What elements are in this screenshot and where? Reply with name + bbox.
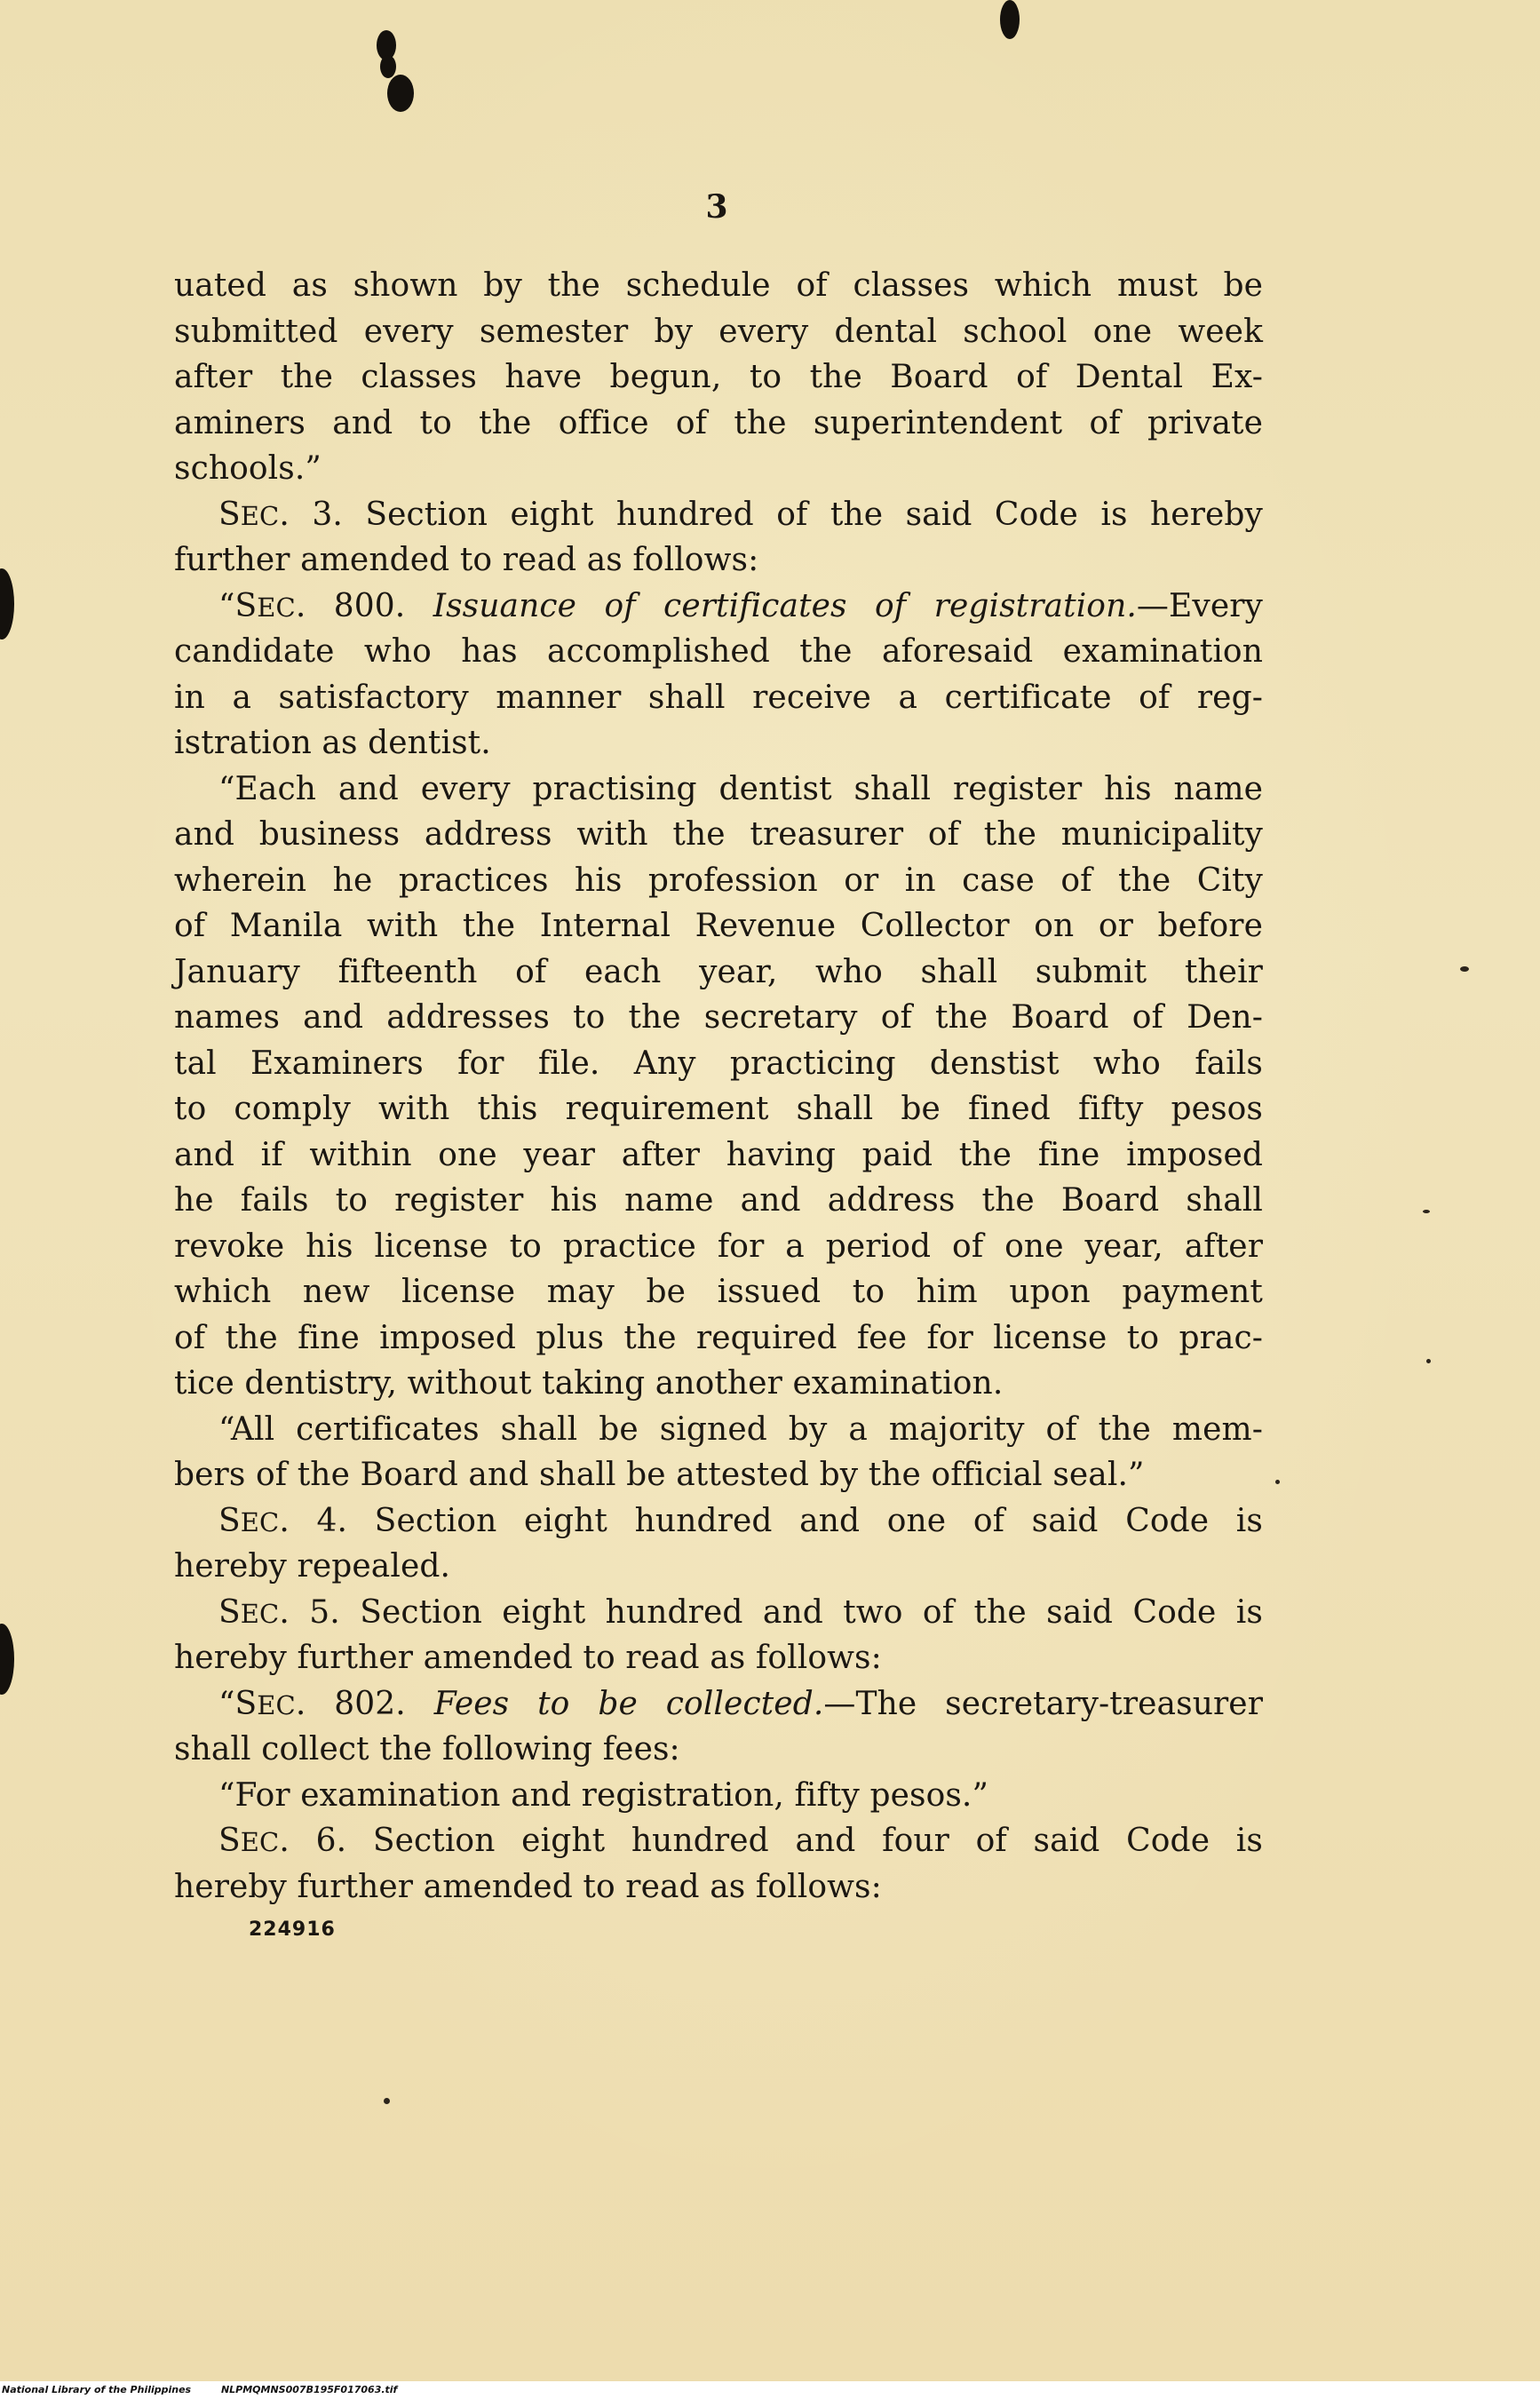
- speck: [1460, 966, 1469, 972]
- text-line: bers of the Board and shall be attested by the official seal.”: [174, 1457, 1145, 1493]
- text-line: “All certificates shall be signed by a majority of the mem-: [218, 1410, 1263, 1448]
- text-line: “For examination and registration, fifty pesos.”: [218, 1776, 988, 1814]
- text-line: which new license may be issued to him upon payment: [174, 1274, 1263, 1310]
- text-line: hereby repealed.: [174, 1548, 451, 1585]
- page-number: 3: [705, 188, 728, 226]
- binding-hole: [0, 1624, 14, 1695]
- text-line: SEC. 4. Section eight hundred and one of said Code is: [218, 1502, 1263, 1539]
- speck: [1275, 1480, 1280, 1484]
- text-line: further amended to read as follows:: [174, 542, 759, 578]
- text-line: to comply with this requirement shall be fined fifty pesos: [174, 1091, 1263, 1127]
- text-line: he fails to register his name and address the Board shall: [174, 1182, 1263, 1219]
- body-text: [174, 263, 1263, 1910]
- scan-footer: [0, 2381, 1540, 2399]
- text-line: “SEC. 800. Issuance of certificates of registration.—Every: [218, 587, 1263, 624]
- text-line: of the fine imposed plus the required fee for license to prac-: [174, 1319, 1263, 1356]
- text-line: tice dentistry, without taking another examination.: [174, 1365, 1004, 1402]
- text-line: shall collect the following fees:: [174, 1731, 680, 1767]
- text-line: after the classes have begun, to the Board of Dental Ex-: [174, 359, 1263, 395]
- text-line: uated as shown by the schedule of classes which must be: [174, 267, 1263, 304]
- text-line: and if within one year after having paid the fine imposed: [174, 1136, 1263, 1173]
- text-line: SEC. 6. Section eight hundred and four of said Code is: [218, 1823, 1263, 1859]
- printer-serial-number: 224916: [249, 1918, 336, 1941]
- text-line: wherein he practices his profession or in case of the City: [174, 862, 1263, 899]
- ink-stain: [387, 75, 414, 112]
- text-line: SEC. 5. Section eight hundred and two of the said Code is: [218, 1593, 1263, 1631]
- text-line: and business address with the treasurer of the municipality: [174, 816, 1263, 853]
- text-line: January fifteenth of each year, who shall submit their: [174, 953, 1263, 990]
- text-line: hereby further amended to read as follows:: [174, 1640, 882, 1676]
- text-line: aminers and to the office of the superintendent of private: [174, 404, 1263, 441]
- text-line: “Each and every practising dentist shall register his name: [218, 770, 1263, 807]
- scan-filename: NLPMQMNS007B195F017063.tif: [220, 2384, 398, 2395]
- text-line: of Manila with the Internal Revenue Collector on or before: [174, 908, 1263, 944]
- text-line: istration as dentist.: [174, 725, 491, 761]
- ink-stain: [1000, 0, 1020, 39]
- binding-hole: [0, 568, 14, 639]
- library-credit: National Library of the Philippines: [2, 2384, 192, 2395]
- text-line: submitted every semester by every dental school one week: [174, 313, 1263, 350]
- speck: [1423, 1210, 1430, 1213]
- speck: [384, 2098, 390, 2104]
- text-line: tal Examiners for file. Any practicing denstist who fails: [174, 1045, 1263, 1082]
- ink-stain: [380, 55, 396, 78]
- text-line: schools.”: [174, 450, 321, 487]
- speck: [1426, 1359, 1431, 1363]
- text-line: candidate who has accomplished the aforesaid examination: [174, 633, 1263, 670]
- text-line: in a satisfactory manner shall receive a certificate of reg-: [174, 679, 1263, 716]
- text-line: revoke his license to practice for a period of one year, after: [174, 1227, 1263, 1265]
- text-line: names and addresses to the secretary of the Board of Den-: [174, 999, 1263, 1036]
- text-line: hereby further amended to read as follows:: [174, 1868, 882, 1905]
- text-line: SEC. 3. Section eight hundred of the said Code is hereby: [218, 496, 1263, 533]
- text-line: “SEC. 802. Fees to be collected.—The secretary-treasurer: [218, 1685, 1264, 1722]
